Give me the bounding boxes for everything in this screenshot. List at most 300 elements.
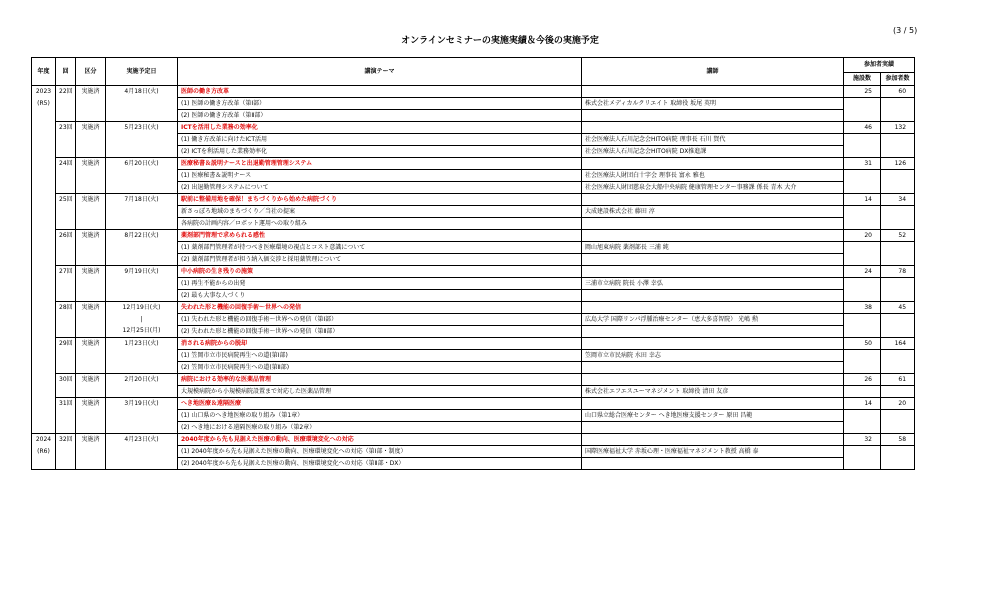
- date-cell: 3月19日(火): [106, 398, 178, 410]
- status-cell: [76, 242, 106, 254]
- session-number: [56, 98, 76, 110]
- year-cell: [32, 338, 56, 350]
- date-cell: 9月19日(火): [106, 266, 178, 278]
- date-cell: 8月22日(火): [106, 230, 178, 242]
- table-row: [32, 314, 915, 326]
- lecturer-cell: 山口県立総合医療センター へき地医療支援センター 原田 昌範: [582, 410, 844, 422]
- theme-item: (1) 2040年度から先も見据えた医療の動向、医療環境変化への対応（第Ⅰ部・制度）: [178, 446, 582, 458]
- status-cell: 実施済: [76, 434, 106, 446]
- header-lecturer: 講師: [582, 58, 844, 86]
- facilities-count: [844, 98, 881, 110]
- theme-item: 大規模病院から小規模病院設置まで対応した医薬品管理: [178, 386, 582, 398]
- year-cell: [32, 290, 56, 302]
- lecturer-cell: 笠岡市立市民病院 水田 幸志: [582, 350, 844, 362]
- attendees-count: 34: [881, 194, 915, 206]
- facilities-count: 32: [844, 434, 881, 446]
- attendees-count: [881, 242, 915, 254]
- session-number: [56, 242, 76, 254]
- facilities-count: 20: [844, 230, 881, 242]
- table-row: [32, 146, 915, 158]
- facilities-count: 50: [844, 338, 881, 350]
- session-number: [56, 350, 76, 362]
- facilities-count: [844, 182, 881, 194]
- year-cell: [32, 158, 56, 170]
- status-cell: 実施済: [76, 398, 106, 410]
- facilities-count: 14: [844, 398, 881, 410]
- status-cell: [76, 410, 106, 422]
- year-cell: [32, 374, 56, 386]
- lecturer-cell: 社会医療法人石川記念会HITO病院 DX推進課: [582, 146, 844, 158]
- table-row: [32, 194, 915, 206]
- theme-item: (2) へき地における遠隔医療の取り組み（第2章）: [178, 422, 582, 434]
- theme-item: (1) 薬剤部門管理者が持つべき医療環境の視点とコスト意識について: [178, 242, 582, 254]
- lecturer-cell: 国際医療福祉大学 赤坂心理・医療福祉マネジメント教授 高橋 泰: [582, 446, 844, 458]
- header-year: 年度: [32, 58, 56, 86]
- date-cell: 7月18日(火): [106, 194, 178, 206]
- schedule-body: [32, 86, 915, 470]
- header-date: 実施予定日: [106, 58, 178, 86]
- attendees-count: 164: [881, 338, 915, 350]
- status-cell: [76, 386, 106, 398]
- lecturer-cell: [582, 254, 844, 266]
- attendees-count: [881, 182, 915, 194]
- table-row: [32, 110, 915, 122]
- date-cell: [106, 98, 178, 110]
- attendees-count: 52: [881, 230, 915, 242]
- facilities-count: 24: [844, 266, 881, 278]
- date-cell: [106, 242, 178, 254]
- lecturer-cell: [582, 194, 844, 206]
- table-row: [32, 446, 915, 458]
- theme-item: (1) 山口県のへき地医療の取り組み（第1章）: [178, 410, 582, 422]
- lecturer-cell: 大成建設株式会社 藤田 淳: [582, 206, 844, 218]
- session-number: [56, 146, 76, 158]
- table-row: [32, 422, 915, 434]
- facilities-count: [844, 206, 881, 218]
- status-cell: [76, 146, 106, 158]
- lecturer-cell: [582, 458, 844, 470]
- table-row: [32, 266, 915, 278]
- attendees-count: [881, 350, 915, 362]
- lecturer-cell: 広島大学 国際リンパ浮腫治療センター（恵大多喜智院） 光嶋 勲: [582, 314, 844, 326]
- status-cell: [76, 110, 106, 122]
- lecturer-cell: [582, 86, 844, 98]
- table-row: [32, 374, 915, 386]
- status-cell: 実施済: [76, 266, 106, 278]
- year-cell: [32, 278, 56, 290]
- facilities-count: 38: [844, 302, 881, 314]
- status-cell: [76, 362, 106, 374]
- session-number: 22回: [56, 86, 76, 98]
- date-cell: 12月19日(火): [106, 302, 178, 314]
- attendees-count: [881, 458, 915, 470]
- year-cell: [32, 218, 56, 230]
- table-row: [32, 182, 915, 194]
- year-cell: [32, 194, 56, 206]
- session-number: 24回: [56, 158, 76, 170]
- facilities-count: [844, 110, 881, 122]
- table-row: [32, 350, 915, 362]
- session-number: 23回: [56, 122, 76, 134]
- year-cell: [32, 314, 56, 326]
- session-number: [56, 278, 76, 290]
- facilities-count: [844, 254, 881, 266]
- date-cell: 1月23日(火): [106, 338, 178, 350]
- date-cell: [106, 422, 178, 434]
- attendees-count: [881, 170, 915, 182]
- date-cell: [106, 458, 178, 470]
- attendees-count: [881, 446, 915, 458]
- session-number: [56, 170, 76, 182]
- attendees-count: [881, 110, 915, 122]
- date-cell: [106, 170, 178, 182]
- facilities-count: [844, 362, 881, 374]
- year-cell: [32, 182, 56, 194]
- theme-item: (1) 医師の働き方改革（第Ⅰ部）: [178, 98, 582, 110]
- theme-item: 新さっぽろ地域のまちづくり／当社の提案: [178, 206, 582, 218]
- status-cell: [76, 350, 106, 362]
- theme-heading: 駅前に整備用地を確保！まちづくりから始めた病院づくり: [178, 194, 582, 206]
- lecturer-cell: [582, 338, 844, 350]
- facilities-count: [844, 410, 881, 422]
- facilities-count: [844, 422, 881, 434]
- date-cell: [106, 386, 178, 398]
- year-cell: [32, 170, 56, 182]
- attendees-count: [881, 314, 915, 326]
- attendees-count: [881, 362, 915, 374]
- header-category: 区分: [76, 58, 106, 86]
- date-cell: [106, 350, 178, 362]
- header-facilities: 施設数: [844, 73, 881, 86]
- year-cell: [32, 230, 56, 242]
- theme-heading: ICTを活用した業務の効率化: [178, 122, 582, 134]
- date-cell: [106, 110, 178, 122]
- theme-item: (2) 笠岡市立市民病院再生への道(第Ⅱ部): [178, 362, 582, 374]
- lecturer-cell: 株式会社メディカルクリエイト 取締役 坂尾 英明: [582, 98, 844, 110]
- year-cell: (R6): [32, 446, 56, 458]
- facilities-count: 31: [844, 158, 881, 170]
- status-cell: 実施済: [76, 302, 106, 314]
- lecturer-cell: 社会医療法人石川記念会HITO病院 理事長 石川 賀代: [582, 134, 844, 146]
- attendees-count: 78: [881, 266, 915, 278]
- session-number: [56, 254, 76, 266]
- seminar-schedule-table: [31, 57, 915, 470]
- year-cell: [32, 266, 56, 278]
- status-cell: [76, 446, 106, 458]
- table-row: [32, 122, 915, 134]
- facilities-count: [844, 458, 881, 470]
- table-row: [32, 326, 915, 338]
- facilities-count: [844, 326, 881, 338]
- table-row: [32, 278, 915, 290]
- lecturer-cell: [582, 398, 844, 410]
- year-cell: [32, 410, 56, 422]
- facilities-count: [844, 146, 881, 158]
- status-cell: 実施済: [76, 158, 106, 170]
- year-cell: [32, 326, 56, 338]
- theme-heading: へき地医療＆遠隔医療: [178, 398, 582, 410]
- session-number: [56, 314, 76, 326]
- date-cell: 4月23日(火): [106, 434, 178, 446]
- facilities-count: [844, 314, 881, 326]
- lecturer-cell: 株式会社エフエスユーマネジメント 取締役 清田 友彦: [582, 386, 844, 398]
- facilities-count: 14: [844, 194, 881, 206]
- facilities-count: [844, 278, 881, 290]
- theme-item: (2) 出退勤管理システムについて: [178, 182, 582, 194]
- session-number: [56, 422, 76, 434]
- date-cell: 2月20日(火): [106, 374, 178, 386]
- date-cell: [106, 254, 178, 266]
- year-cell: 2023: [32, 86, 56, 98]
- year-cell: 2024: [32, 434, 56, 446]
- theme-item: (1) 働き方改革に向けたICT活用: [178, 134, 582, 146]
- table-row: [32, 206, 915, 218]
- session-number: [56, 206, 76, 218]
- status-cell: [76, 326, 106, 338]
- date-cell: |: [106, 314, 178, 326]
- year-cell: [32, 350, 56, 362]
- table-row: [32, 158, 915, 170]
- date-cell: [106, 206, 178, 218]
- date-cell: [106, 446, 178, 458]
- table-row: [32, 302, 915, 314]
- attendees-count: 60: [881, 86, 915, 98]
- session-number: [56, 326, 76, 338]
- table-row: [32, 410, 915, 422]
- attendees-count: [881, 326, 915, 338]
- status-cell: 実施済: [76, 338, 106, 350]
- attendees-count: [881, 98, 915, 110]
- year-cell: [32, 242, 56, 254]
- lecturer-cell: [582, 266, 844, 278]
- date-cell: 4月18日(火): [106, 86, 178, 98]
- attendees-count: [881, 422, 915, 434]
- header-attendees: 参加者数: [881, 73, 915, 86]
- table-row: [32, 254, 915, 266]
- facilities-count: [844, 134, 881, 146]
- lecturer-cell: [582, 326, 844, 338]
- attendees-count: [881, 134, 915, 146]
- header-theme: 講演テーマ: [178, 58, 582, 86]
- session-number: 29回: [56, 338, 76, 350]
- facilities-count: 25: [844, 86, 881, 98]
- lecturer-cell: 社会医療法人財団慈泉会大船中央病院 健康管理センター事務課 係長 青木 大介: [582, 182, 844, 194]
- session-number: 27回: [56, 266, 76, 278]
- lecturer-cell: 岡山旭東病院 薬剤部長 三浦 純: [582, 242, 844, 254]
- facilities-count: [844, 218, 881, 230]
- theme-heading: 薬剤部門管理で求められる感性: [178, 230, 582, 242]
- year-cell: [32, 362, 56, 374]
- status-cell: 実施済: [76, 230, 106, 242]
- theme-item: (2) 2040年度から先も見据えた医療の動向、医療環境変化への対応（第Ⅱ部・DX）: [178, 458, 582, 470]
- session-number: 31回: [56, 398, 76, 410]
- status-cell: [76, 278, 106, 290]
- table-row: [32, 458, 915, 470]
- table-row: [32, 242, 915, 254]
- table-row: [32, 218, 915, 230]
- table-row: [32, 362, 915, 374]
- session-number: [56, 458, 76, 470]
- lecturer-cell: [582, 290, 844, 302]
- session-number: 25回: [56, 194, 76, 206]
- theme-heading: 2040年度から先も見据えた医療の動向、医療環境変化への対応: [178, 434, 582, 446]
- status-cell: [76, 290, 106, 302]
- status-cell: 実施済: [76, 374, 106, 386]
- lecturer-cell: [582, 362, 844, 374]
- status-cell: [76, 182, 106, 194]
- status-cell: 実施済: [76, 122, 106, 134]
- theme-item: (2) 医師の働き方改革（第Ⅱ部）: [178, 110, 582, 122]
- lecturer-cell: [582, 122, 844, 134]
- year-cell: [32, 206, 56, 218]
- date-cell: [106, 146, 178, 158]
- lecturer-cell: 三浦市立病院 院長 小澤 幸弘: [582, 278, 844, 290]
- status-cell: [76, 422, 106, 434]
- status-cell: [76, 254, 106, 266]
- theme-item: 各病院の計画内容／ロボット運用への取り組み: [178, 218, 582, 230]
- lecturer-cell: [582, 158, 844, 170]
- session-number: 30回: [56, 374, 76, 386]
- date-cell: [106, 410, 178, 422]
- date-cell: [106, 182, 178, 194]
- session-number: [56, 290, 76, 302]
- date-cell: [106, 278, 178, 290]
- theme-heading: 失われた形と機能の回復手術～世界への発信: [178, 302, 582, 314]
- theme-heading: 病院における効率的な医薬品管理: [178, 374, 582, 386]
- facilities-count: 26: [844, 374, 881, 386]
- attendees-count: [881, 290, 915, 302]
- session-number: 32回: [56, 434, 76, 446]
- date-cell: [106, 290, 178, 302]
- attendees-count: [881, 386, 915, 398]
- lecturer-cell: [582, 434, 844, 446]
- attendees-count: [881, 410, 915, 422]
- table-row: [32, 98, 915, 110]
- theme-heading: 医療秘書＆説明ナースと出退勤管理管理システム: [178, 158, 582, 170]
- session-number: [56, 110, 76, 122]
- lecturer-cell: [582, 302, 844, 314]
- lecturer-cell: 社会医療法人財団白十字会 理事長 富永 雅也: [582, 170, 844, 182]
- attendees-count: [881, 278, 915, 290]
- year-cell: (R5): [32, 98, 56, 110]
- year-cell: [32, 422, 56, 434]
- year-cell: [32, 302, 56, 314]
- lecturer-cell: [582, 422, 844, 434]
- table-row: [32, 86, 915, 98]
- table-row: [32, 398, 915, 410]
- lecturer-cell: [582, 110, 844, 122]
- session-number: [56, 446, 76, 458]
- facilities-count: [844, 290, 881, 302]
- status-cell: [76, 218, 106, 230]
- date-cell: 6月20日(火): [106, 158, 178, 170]
- theme-item: (1) 失われた形と機能の回復手術～世界への発信（第Ⅰ部）: [178, 314, 582, 326]
- facilities-count: [844, 242, 881, 254]
- lecturer-cell: [582, 218, 844, 230]
- page-number: (3 / 5): [893, 26, 918, 35]
- year-cell: [32, 398, 56, 410]
- date-cell: 5月23日(火): [106, 122, 178, 134]
- lecturer-cell: [582, 374, 844, 386]
- header-session: 回: [56, 58, 76, 86]
- attendees-count: 126: [881, 158, 915, 170]
- attendees-count: [881, 206, 915, 218]
- year-cell: [32, 110, 56, 122]
- table-row: [32, 290, 915, 302]
- date-cell: 12月25日(月): [106, 326, 178, 338]
- status-cell: 実施済: [76, 86, 106, 98]
- session-number: [56, 362, 76, 374]
- attendees-count: 132: [881, 122, 915, 134]
- theme-heading: 中小病院の生き残りの施策: [178, 266, 582, 278]
- date-cell: [106, 218, 178, 230]
- page-title: オンラインセミナーの実施実績＆今後の実施予定: [401, 36, 599, 46]
- attendees-count: [881, 146, 915, 158]
- status-cell: 実施済: [76, 194, 106, 206]
- theme-heading: 医師の働き方改革: [178, 86, 582, 98]
- year-cell: [32, 146, 56, 158]
- session-number: [56, 218, 76, 230]
- facilities-count: [844, 386, 881, 398]
- table-row: [32, 434, 915, 446]
- status-cell: [76, 170, 106, 182]
- attendees-count: 45: [881, 302, 915, 314]
- session-number: 26回: [56, 230, 76, 242]
- facilities-count: [844, 446, 881, 458]
- table-row: [32, 338, 915, 350]
- theme-item: (2) 最も大事な人づくり: [178, 290, 582, 302]
- year-cell: [32, 134, 56, 146]
- year-cell: [32, 458, 56, 470]
- table-row: [32, 170, 915, 182]
- lecturer-cell: [582, 230, 844, 242]
- attendees-count: [881, 218, 915, 230]
- theme-item: (1) 再生不能からの出発: [178, 278, 582, 290]
- session-number: 28回: [56, 302, 76, 314]
- date-cell: [106, 134, 178, 146]
- attendees-count: 58: [881, 434, 915, 446]
- session-number: [56, 410, 76, 422]
- attendees-count: 20: [881, 398, 915, 410]
- session-number: [56, 386, 76, 398]
- theme-item: (2) 失われた形と機能の回復手術～世界への発信（第Ⅱ部）: [178, 326, 582, 338]
- header-participants: 参加者実績: [844, 58, 915, 73]
- status-cell: [76, 458, 106, 470]
- theme-item: (2) ICTを利活用した業務効率化: [178, 146, 582, 158]
- date-cell: [106, 362, 178, 374]
- attendees-count: [881, 254, 915, 266]
- year-cell: [32, 386, 56, 398]
- status-cell: [76, 314, 106, 326]
- status-cell: [76, 98, 106, 110]
- facilities-count: [844, 350, 881, 362]
- table-row: [32, 386, 915, 398]
- theme-item: (1) 笠岡市立市民病院再生への道(第Ⅰ部): [178, 350, 582, 362]
- theme-heading: 消される病院からの脱却: [178, 338, 582, 350]
- facilities-count: [844, 170, 881, 182]
- session-number: [56, 134, 76, 146]
- theme-item: (2) 薬剤部門管理者が担う納入価交渉と採用薬管理について: [178, 254, 582, 266]
- status-cell: [76, 134, 106, 146]
- theme-item: (1) 医療秘書＆説明ナース: [178, 170, 582, 182]
- session-number: [56, 182, 76, 194]
- year-cell: [32, 122, 56, 134]
- table-row: [32, 230, 915, 242]
- attendees-count: 61: [881, 374, 915, 386]
- status-cell: [76, 206, 106, 218]
- facilities-count: 46: [844, 122, 881, 134]
- table-row: [32, 134, 915, 146]
